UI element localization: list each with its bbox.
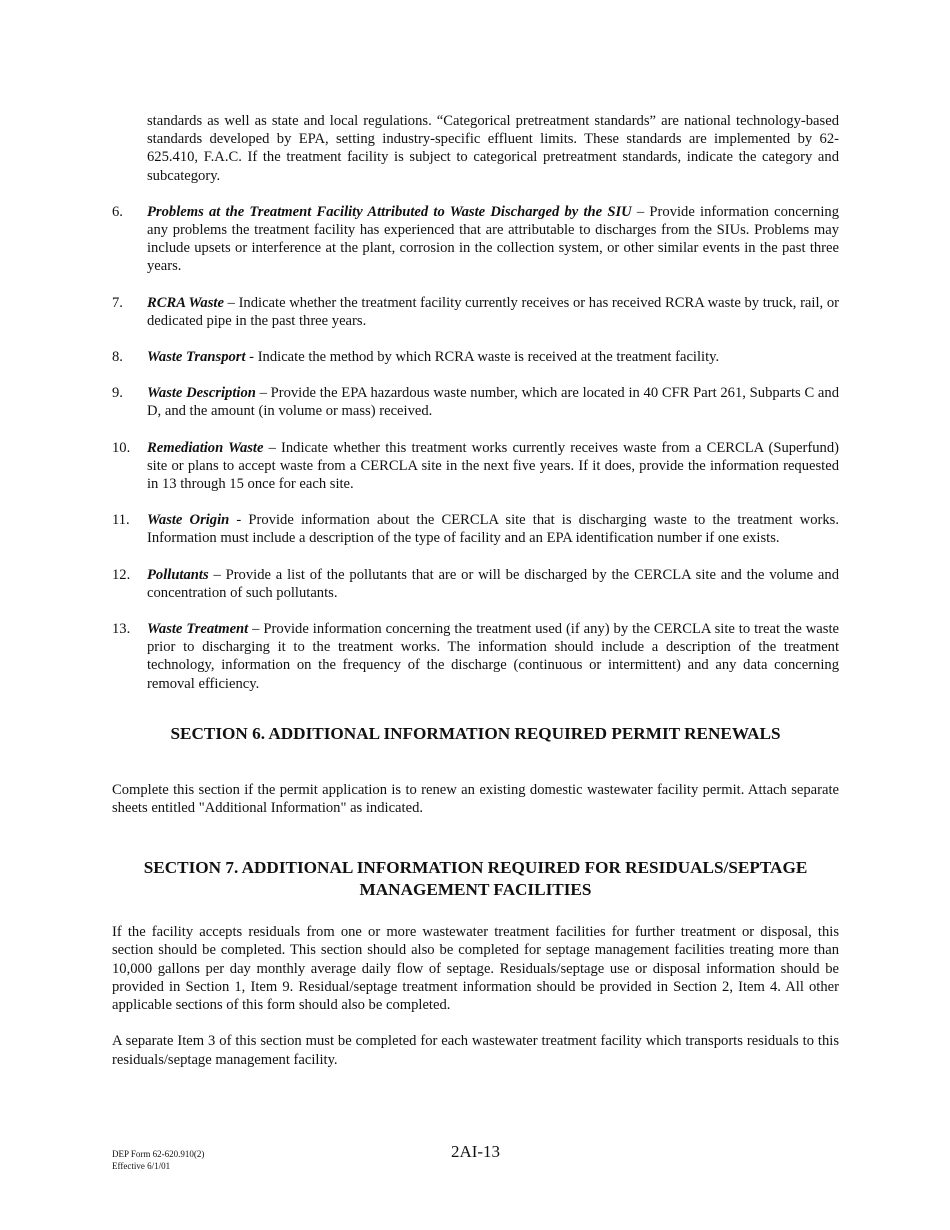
section-7-heading — [112, 857, 839, 901]
item-number: 13. — [112, 621, 131, 638]
item-text: – Provide information concerning the treatment used (if any) by the CERCLA site to treat the waste prior to discharging it to the treatment works. The information should include a description of the treatment technology, information on the frequency of the discharge (continuous or intermittent) and any data concerning removal efficiency. — [147, 621, 839, 692]
item-number: 9. — [112, 385, 123, 402]
item-term: Remediation Waste — [147, 439, 264, 456]
item-text: - Indicate the method by which RCRA waste is received at the treatment facility. — [245, 349, 720, 366]
item-term: Pollutants — [147, 566, 209, 583]
page-number: 2AI-13 — [450, 1142, 501, 1161]
list-item — [112, 203, 839, 276]
item-term: Waste Origin — [147, 512, 230, 529]
list-item — [112, 294, 839, 330]
item-term: Waste Description — [147, 385, 256, 402]
section-6-heading: SECTION 6. ADDITIONAL INFORMATION REQUIRED PERMIT RENEWALS — [170, 723, 781, 743]
item-text: – Provide the EPA hazardous waste number, which are located in 40 CFR Part 261, Subparts C and D, and the amount (in volume or mass) received. — [147, 385, 839, 420]
list-item — [112, 511, 839, 547]
item-number: 10. — [112, 439, 131, 456]
item-text: – Indicate whether the treatment facility currently receives or has received RCRA waste by truck, rail, or dedicated pipe in the past three years. — [147, 294, 839, 329]
numbered-list — [112, 203, 839, 693]
item-text: – Provide information concerning any problems the treatment facility has experienced that are attributable to discharges from the SIUs. Problems may include upsets or interference at the plant, corrosion in the collection system, or other similar events in the past three years. — [147, 203, 839, 275]
item-term: Problems at the Treatment Facility Attributed to Waste Discharged by the SIU — [147, 203, 632, 220]
section-7-paragraph-2: A separate Item 3 of this section must be completed for each wastewater treatment facility which transports residuals to this residuals/septage management facility. — [112, 1033, 839, 1068]
list-item — [112, 620, 839, 693]
item-term: Waste Transport — [147, 349, 246, 366]
document-body — [112, 112, 839, 1069]
item-number: 11. — [112, 512, 130, 529]
section-6-paragraph: Complete this section if the permit application is to renew an existing domestic wastewater facility permit. Attach separate sheets entitled "Additional Information" as indicated. — [112, 781, 839, 817]
list-item — [112, 384, 839, 420]
item-number: 8. — [112, 349, 123, 366]
section-7-heading-line2: MANAGEMENT FACILITIES — [359, 880, 592, 900]
list-item — [112, 348, 839, 366]
item-text: – Indicate whether this treatment works currently receives waste from a CERCLA (Superfund) site or plans to accept waste from a CERCLA site in the next five years. If it does, provide the information requested in 13 through 15 once for each site. — [147, 439, 839, 493]
item-number: 12. — [112, 566, 131, 583]
list-item — [112, 566, 839, 602]
item-text: – Provide a list of the pollutants that are or will be discharged by the CERCLA site and the volume and concentration of such pollutants. — [147, 566, 839, 601]
list-item — [112, 439, 839, 494]
item-number: 7. — [112, 294, 123, 311]
form-number: DEP Form 62-620.910(2) — [112, 1149, 205, 1159]
section-7-paragraph-1: If the facility accepts residuals from one or more wastewater treatment facilities for further treatment or disposal, this section should be completed. This section should also be completed for septage management facilities treating more than 10,000 gallons per day monthly average daily flow of septage. Residuals/septage use or disposal information should be provided in Section 1, Item 9. Residual/septage treatment information should be provided in Section 2, Item 4. All other applicable sections of this form should also be completed. — [112, 924, 839, 1014]
item-text: - Provide information about the CERCLA site that is discharging waste to the treatment works. Information must include a description of the type of facility and an EPA identification number if one exists. — [147, 512, 839, 547]
item-number: 6. — [112, 203, 123, 220]
intro-continuation: standards as well as state and local regulations. “Categorical pretreatment standards” are national technology-based standards developed by EPA, setting industry-specific effluent limits. These standards are implemented by 62-625.410, F.A.C. If the treatment facility is subject to categorical pretreatment standards, indicate the category and subcategory. — [147, 113, 839, 184]
page-footer — [112, 1142, 839, 1188]
section-7-heading-line1: SECTION 7. ADDITIONAL INFORMATION REQUIRED FOR RESIDUALS/SEPTAGE — [143, 858, 808, 878]
item-term: Waste Treatment — [147, 621, 249, 638]
item-term: RCRA Waste — [147, 294, 224, 311]
effective-date: Effective 6/1/01 — [112, 1161, 171, 1171]
